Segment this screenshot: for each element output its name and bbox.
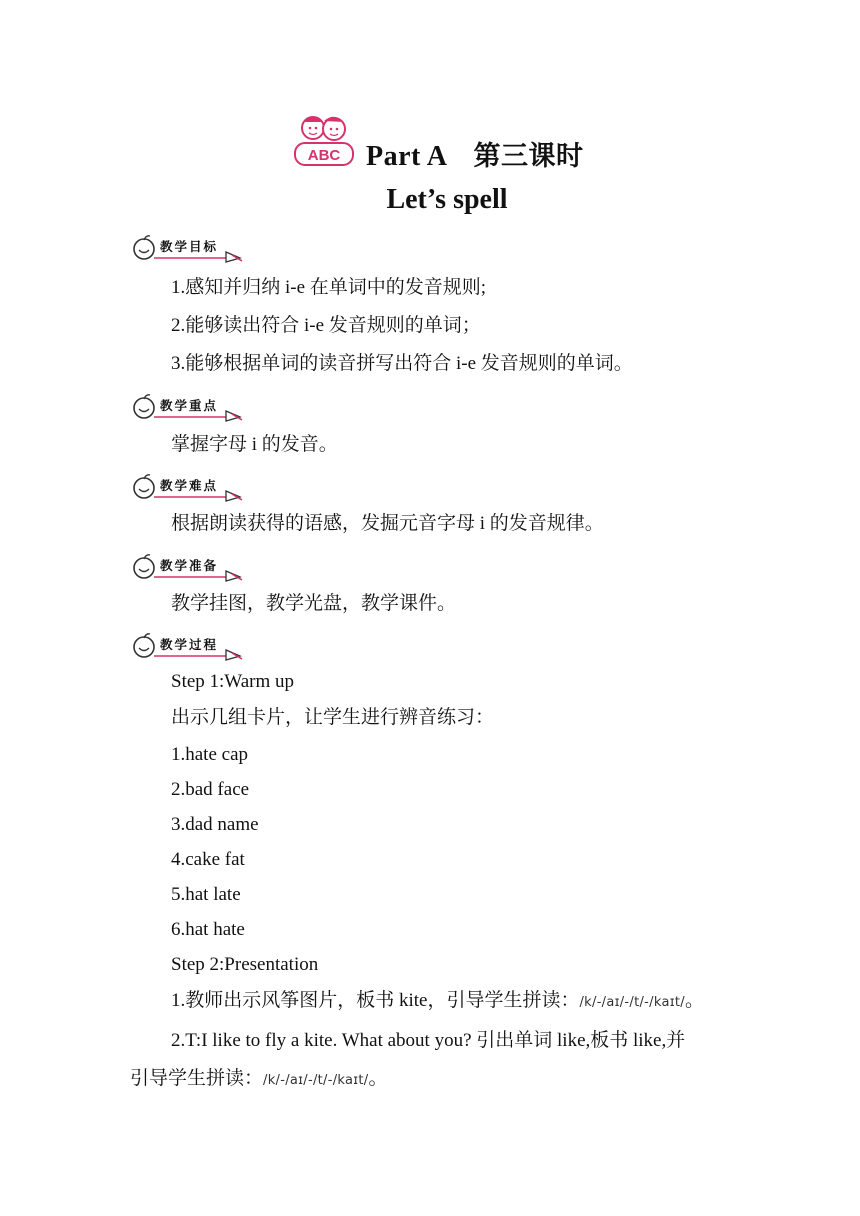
sound-pair: 3.dad name	[171, 814, 259, 835]
step-2-heading: Step 2:Presentation	[171, 954, 319, 975]
section-heading-difficult: 教学难点	[130, 473, 246, 503]
part-label: Part A	[366, 141, 448, 172]
section-heading-goals: 教学目标	[130, 234, 246, 264]
difficult-point-text: 根据朗读获得的语感，发掘元音字母 i 的发音规律。	[171, 513, 604, 534]
svg-text:ABC: ABC	[307, 147, 341, 164]
section-heading-process: 教学过程	[130, 632, 246, 662]
presentation-item-1-text: 1.教师出示风筝图片，板书 kite，引导学生拼读：	[171, 990, 580, 1011]
lesson-title	[366, 134, 584, 173]
goal-3: 3.能够根据单词的读音拼写出符合 i-e 发音规则的单词。	[171, 353, 633, 374]
section-heading-key: 教学重点	[130, 393, 246, 423]
abc-kids-logo-icon	[291, 112, 357, 168]
prep-text: 教学挂图，教学光盘，教学课件。	[171, 593, 457, 614]
step-1-heading: Step 1:Warm up	[171, 671, 295, 692]
lesson-number: 第三课时	[473, 141, 584, 172]
sound-pair: 2.bad face	[171, 779, 250, 800]
goal-1: 1.感知并归纳 i-e 在单词中的发音规则;	[171, 277, 487, 298]
phonetic-transcription: /k/-/aɪ/-/t/-/kaɪt/	[263, 1073, 369, 1088]
lesson-subtitle: Let’s spell	[386, 184, 508, 215]
key-point-text: 掌握字母 i 的发音。	[171, 434, 338, 455]
sound-pair: 6.hat hate	[171, 919, 245, 940]
goal-2: 2.能够读出符合 i-e 发音规则的单词；	[171, 315, 481, 336]
presentation-item-1: 1.教师出示风筝图片，板书 kite，引导学生拼读：/k/-/aɪ/-/t/-/kaɪt/。	[171, 990, 704, 1011]
phonetic-transcription: /k/-/aɪ/-/t/-/kaɪt/	[579, 995, 685, 1010]
sound-pair: 1.hate cap	[171, 744, 249, 765]
lesson-header	[0, 108, 860, 172]
step-1-description: 出示几组卡片，让学生进行辨音练习：	[171, 707, 495, 728]
sound-pair: 4.cake fat	[171, 849, 245, 870]
sound-pair: 5.hat late	[171, 884, 241, 905]
presentation-item-2-line-1: 2.T:I like to fly a kite. What about you? 引出单词 like,板书 like,并	[171, 1030, 686, 1051]
presentation-item-2-line-2: 引导学生拼读：/k/-/aɪ/-/t/-/kaɪt/。	[130, 1068, 388, 1089]
section-heading-prep: 教学准备	[130, 553, 246, 583]
